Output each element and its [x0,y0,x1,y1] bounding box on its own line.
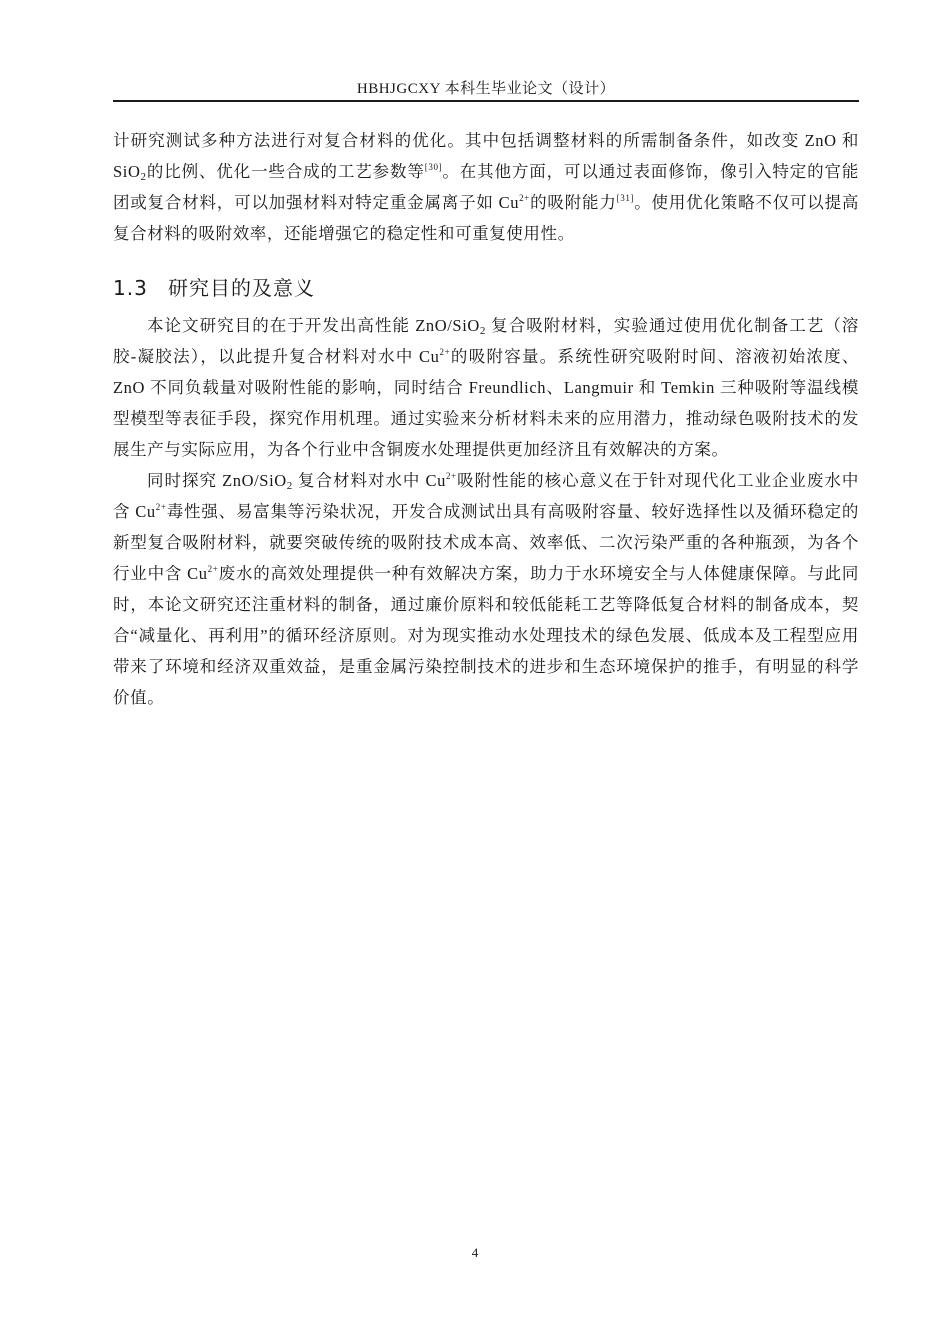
page-header [113,78,859,100]
section-number: 1.3 [113,276,148,300]
paragraph-3-text-3: 吸附性能的核心意义在于针对现代化工业企业废水中含 Cu [113,471,859,521]
superscript-2plus: 2+ [519,193,530,203]
header-title: HBHJGCXY 本科生毕业论文（设计） [356,81,616,97]
paragraph-3 [113,465,859,713]
paragraph-2-text-1: 本论文研究目的在于开发出高性能 ZnO/SiO [147,316,480,335]
paragraph-3-text-1: 同时探究 ZnO/SiO [147,471,287,490]
superscript-2plus: 2+ [446,471,457,481]
superscript-2plus: 2+ [439,347,451,357]
paragraph-1-text-1: 计研究测试多种方法进行对复合材料的优化。其中包括调整材料的所需制备条件，如改变 ZnO 和 SiO [113,131,859,181]
superscript-2plus: 2+ [155,502,167,512]
paragraph-2 [113,310,859,465]
paragraph-1 [113,125,859,249]
citation-30: [30] [424,162,443,172]
page-number: 4 [471,1245,479,1260]
paragraph-3-text-5: 废水的高效处理提供一种有效解决方案，助力于水环境安全与人体健康保障。与此同时，本论文研究还注重材料的制备，通过廉价原料和较低能耗工艺等降低复合材料的制备成本，契合“减量化、再利用”的循环经济原则。对为现实推动水处理技术的绿色发展、低成本及工程型应用带来了环境和经济双重效益，是重金属污染控制技术的进步和生态环境保护的推手，有明显的科学价值。 [113,564,859,707]
subscript-2: 2 [479,325,487,337]
paragraph-1-text-5: 。使用优化策略不仅可以提高复合材料的吸附效率，还能增强它的稳定性和可重复使用性。 [113,193,859,243]
header-rule [113,100,859,102]
section-heading [113,271,859,305]
paragraph-3-text-4: 毒性强、易富集等污染状况，开发合成测试出具有高吸附容量、较好选择性以及循环稳定的新型复合吸附材料，就要突破传统的吸附技术成本高、效率低、二次污染严重的各种瓶颈，为各个行业中含 Cu [113,502,860,583]
paragraph-1-text-3: 。在其他方面，可以通过表面修饰，像引入特定的官能团或复合材料，可以加强材料对特定重金属离子如 Cu [113,162,859,212]
paragraph-2-text-2: 复合吸附材料，实验通过使用优化制备工艺（溶胶-凝胶法），以此提升复合材料对水中 Cu [113,316,859,366]
document-body [113,125,859,713]
paragraph-1-text-4: 的吸附能力 [529,193,617,212]
subscript-2: 2 [140,171,147,183]
section-title: 研究目的及意义 [168,276,315,300]
citation-31: [31] [616,193,635,203]
paragraph-1-text-2: 的比例、优化一些合成的工艺参数等 [146,162,425,181]
paragraph-2-text-3: 的吸附容量。系统性研究吸附时间、溶液初始浓度、ZnO 不同负载量对吸附性能的影响，同时结合 Freundlich、Langmuir 和 Temkin 三种吸附等温线模型模型等表征手段，探究作用机理。通过实验来分析材料未来的应用潜力，推动绿色吸附技术的发展生产与实际应用，为各个行业中含铜废水处理提供更加经济且有效解决的方案。 [113,347,859,459]
paragraph-3-text-2: 复合材料对水中 Cu [292,471,446,490]
subscript-2: 2 [286,480,293,492]
superscript-2plus: 2+ [207,564,219,574]
